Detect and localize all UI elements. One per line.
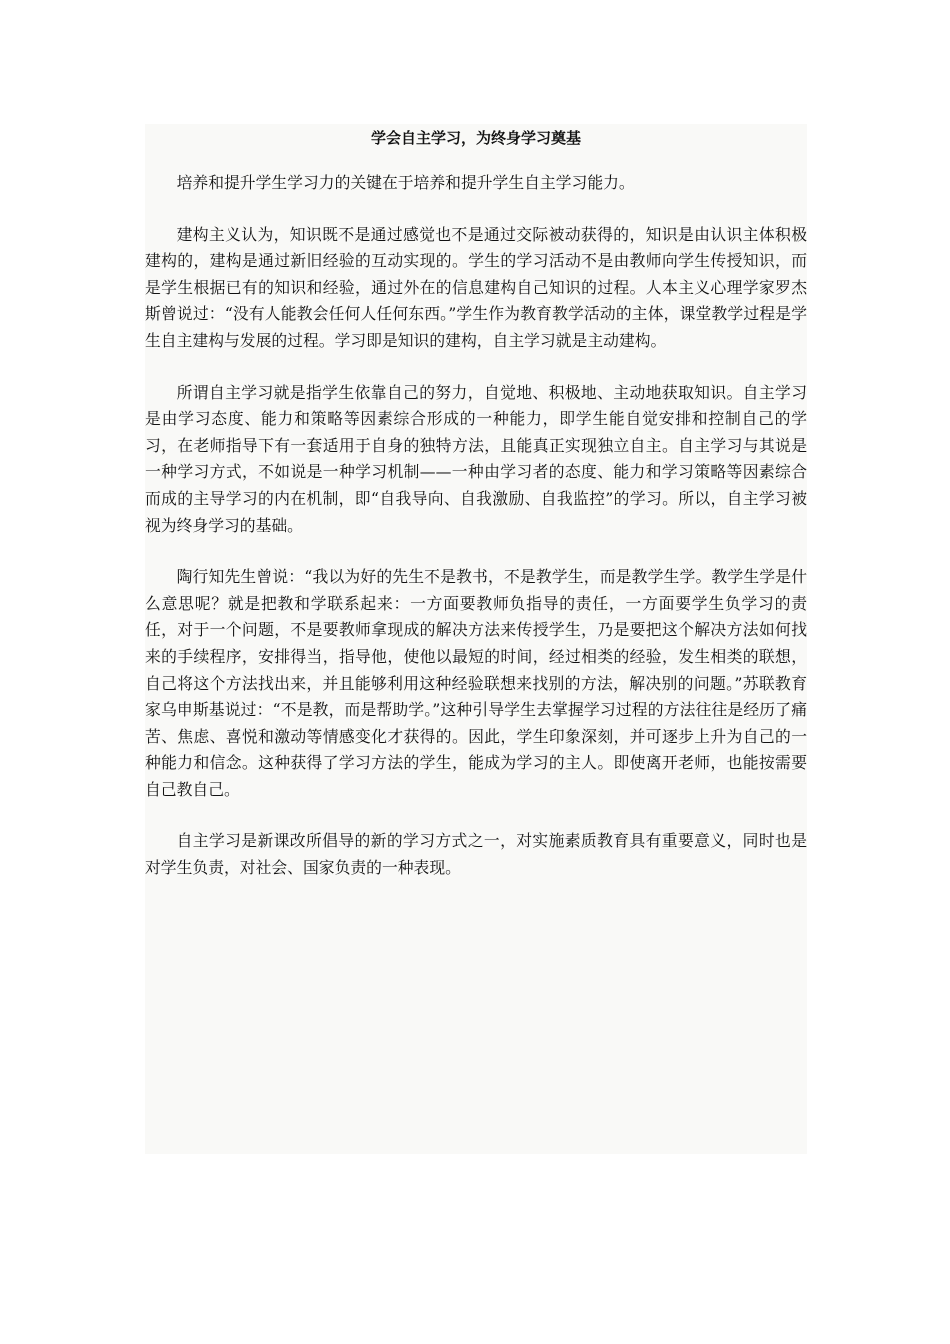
paragraph-1: 培养和提升学生学习力的关键在于培养和提升学生自主学习能力。 <box>176 173 635 192</box>
paragraph-5: 自主学习是新课改所倡导的新的学习方式之一，对实施素质教育具有重要意义，同时也是对学生负责，对社会、国家负责的一种表现。 <box>145 831 807 878</box>
document-body <box>145 124 807 1154</box>
paragraph-2: 建构主义认为，知识既不是通过感觉也不是通过交际被动获得的，知识是由认识主体积极建构的，建构是通过新旧经验的互动实现的。学生的学习活动不是由教师向学生传授知识，而是学生根据已有的知识和经验，通过外在的信息建构自己知识的过程。人本主义心理学家罗杰斯曾说过：“没有人能教会任何人任何东西。”学生作为教育教学活动的主体，课堂教学过程是学生自主建构与发展的过程。学习即是知识的建构，自主学习就是主动建构。 <box>145 224 807 350</box>
paragraph-3: 所谓自主学习就是指学生依靠自己的努力，自觉地、积极地、主动地获取知识。自主学习是由学习态度、能力和策略等因素综合形成的一种能力，即学生能自觉安排和控制自己的学习，在老师指导下有一套适用于自身的独特方法，且能真正实现独立自主。自主学习与其说是一种学习方式，不如说是一种学习机制——一种由学习者的态度、能力和学习策略等因素综合而成的主导学习的内在机制，即“自我导向、自我激励、自我监控”的学习。所以，自主学习被视为终身学习的基础。 <box>145 382 807 535</box>
document-title: 学会自主学习，为终身学习奠基 <box>370 129 581 147</box>
paragraph-4: 陶行知先生曾说：“我以为好的先生不是教书，不是教学生，而是教学生学。教学生学是什么意思呢？就是把教和学联系起来：一方面要教师负指导的责任，一方面要学生负学习的责任，对于一个问题，不是要教师拿现成的解决方法来传授学生，乃是要把这个解决方法如何找来的手续程序，安排得当，指导他，使他以最短的时间，经过相类的经验，发生相类的联想，自己将这个方法找出来，并且能够利用这种经验联想来找别的方法，解决别的问题。”苏联教育家乌申斯基说过：“不是教，而是帮助学。”这种引导学生去掌握学习过程的方法往往是经历了痛苦、焦虑、喜悦和激动等情感变化才获得的。因此，学生印象深刻，并可逐步上升为自己的一种能力和信念。这种获得了学习方法的学生，能成为学习的主人。即使离开老师，也能按需要自己教自己。 <box>145 567 807 799</box>
